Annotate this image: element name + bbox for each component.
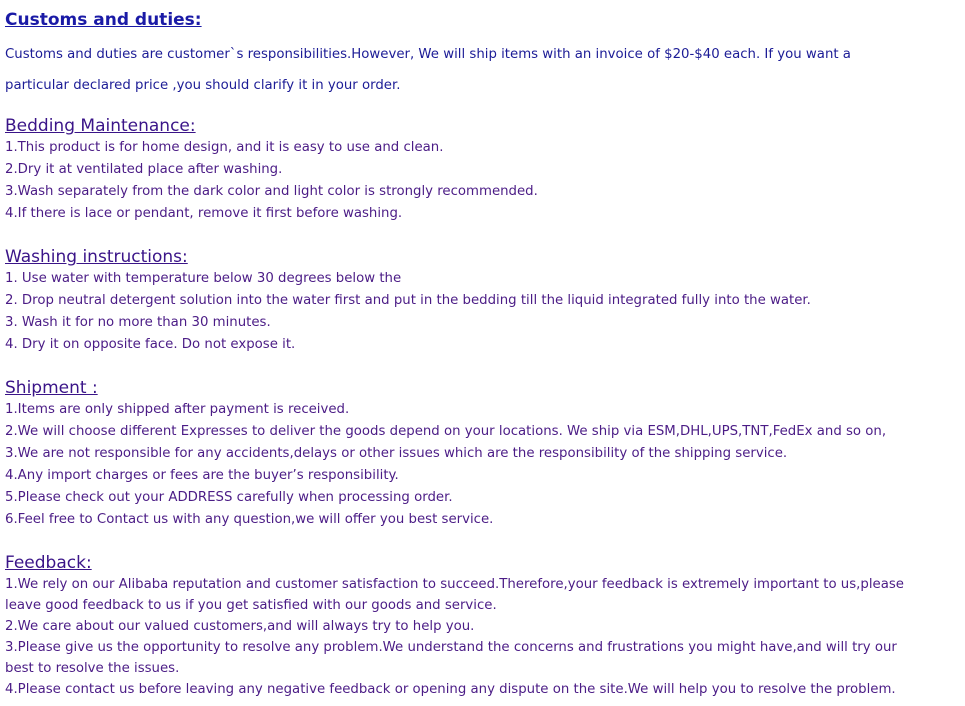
washing-section: [5, 246, 811, 356]
bedding-section: [5, 115, 538, 225]
feedback-line: best to resolve the issues.: [5, 661, 180, 676]
shipment-heading: Shipment :: [5, 378, 98, 398]
shipment-item: 4.Any import charges or fees are the buyer’s responsibility.: [5, 468, 399, 483]
feedback-line: 1.We rely on our Alibaba reputation and customer satisfaction to succeed.Therefore,your feedback is extremely important to us,please: [5, 577, 904, 592]
feedback-line: 4.Please contact us before leaving any negative feedback or opening any dispute on the site.We will help you to resolve the problem.: [5, 682, 896, 697]
shipment-item: 1.Items are only shipped after payment is received.: [5, 402, 350, 417]
shipment-item: 3.We are not responsible for any accidents,delays or other issues which are the responsibility of the shipping service.: [5, 446, 788, 461]
feedback-line: leave good feedback to us if you get satisfied with our goods and service.: [5, 598, 497, 613]
washing-item: 1. Use water with temperature below 30 degrees below the: [5, 271, 402, 286]
washing-item: 2. Drop neutral detergent solution into the water first and put in the bedding till the liquid integrated fully into the water.: [5, 293, 811, 308]
customs-heading: Customs and duties:: [5, 10, 202, 30]
shipment-section: [5, 377, 886, 531]
washing-item: 3. Wash it for no more than 30 minutes.: [5, 315, 271, 330]
shipment-item: 6.Feel free to Contact us with any question,we will offer you best service.: [5, 512, 494, 527]
customs-line: Customs and duties are customer`s responsibilities.However, We will ship items with an invoice of $20-$40 each. If you want a: [5, 47, 851, 62]
customs-line: particular declared price ,you should clarify it in your order.: [5, 78, 401, 93]
bedding-heading: Bedding Maintenance:: [5, 116, 196, 136]
bedding-item: 3.Wash separately from the dark color and light color is strongly recommended.: [5, 184, 538, 199]
feedback-line: 3.Please give us the opportunity to resolve any problem.We understand the concerns and frustrations you might have,and will try our: [5, 640, 897, 655]
bedding-item: 1.This product is for home design, and it is easy to use and clean.: [5, 140, 444, 155]
washing-item: 4. Dry it on opposite face. Do not expose it.: [5, 337, 296, 352]
washing-heading: Washing instructions:: [5, 247, 188, 267]
feedback-heading: Feedback:: [5, 553, 92, 573]
customs-paragraph: [5, 39, 851, 101]
feedback-section: [5, 552, 904, 700]
feedback-line: 2.We care about our valued customers,and will always try to help you.: [5, 619, 475, 634]
shipment-item: 5.Please check out your ADDRESS carefully when processing order.: [5, 490, 453, 505]
bedding-item: 4.If there is lace or pendant, remove it first before washing.: [5, 206, 403, 221]
bedding-item: 2.Dry it at ventilated place after washing.: [5, 162, 283, 177]
shipment-item: 2.We will choose different Expresses to deliver the goods depend on your locations. We ship via ESM,DHL,UPS,TNT,FedEx and so on,: [5, 424, 887, 439]
